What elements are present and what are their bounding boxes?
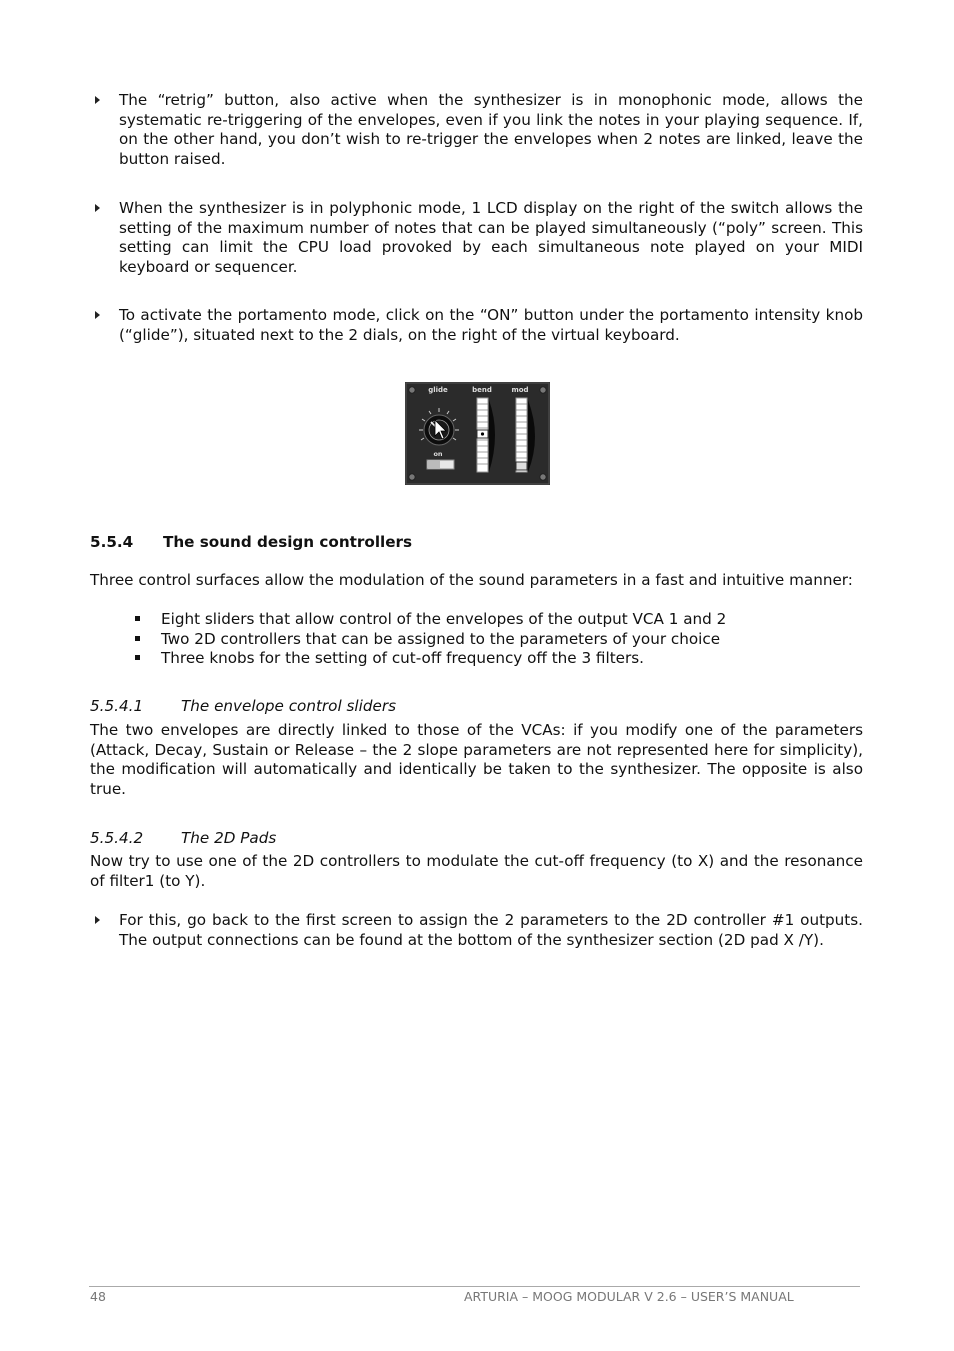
subsection-number: 5.5.4.2 [90,829,144,847]
subsection-number: 5.5.4.1 [90,697,144,715]
bullet-text: To activate the portamento mode, click on the “ON” button under the portamento intensity knob (“glide”), situated next to the 2 dials, on the right of the virtual keyboard. [119,306,863,344]
subsection-title: The envelope control sliders [181,697,396,715]
bullet-arrow-icon [95,204,100,212]
bend-label: bend [472,386,492,394]
bullet-arrow-icon [95,96,100,104]
glide-label: glide [428,386,448,394]
square-bullet-icon [135,655,140,660]
page-number: 48 [90,1289,106,1304]
section-number: 5.5.4 [90,533,134,551]
footer-title: ARTURIA – MOOG MODULAR V 2.6 – USER’S MANUAL [464,1289,794,1304]
bullet-text: For this, go back to the first screen to assign the 2 parameters to the 2D controller #1 outputs. The output connections can be found at the bottom of the synthesizer section (2D pad X /Y). [119,911,863,949]
bullet-portamento [90,306,863,345]
subsection-text: The two envelopes are directly linked to those of the VCAs: if you modify one of the parameters (Attack, Decay, Sustain or Release – the 2 slope parameters are not represented here for simplicity), the modification will automatically and identically be taken to the synthesizer. The opposite is also true. [90,721,863,798]
square-bullet-icon [135,616,140,621]
bullet-2d-controller [90,911,863,950]
on-label: on [433,450,443,458]
glide-bend-mod-panel-image [405,382,550,485]
bullet-retrig [90,91,863,169]
subsection-title: The 2D Pads [181,829,277,847]
square-bullet-icon [135,636,140,641]
subsection-text: Now try to use one of the 2D controllers to modulate the cut-off frequency (to X) and the resonance of filter1 (to Y). [90,852,863,890]
list-item [90,649,863,669]
panel-svg [405,382,550,485]
footer-divider [89,1286,860,1287]
bullet-arrow-icon [95,311,100,319]
list-item [90,630,863,650]
bullet-text: The “retrig” button, also active when the synthesizer is in monophonic mode, allows the systematic re-triggering of the envelopes, even if you link the notes in your playing sequence. If, on the other hand, you don’t wish to re-trigger the envelopes when 2 notes are linked, leave the button raised. [119,91,863,168]
list-item [90,610,863,630]
bullet-poly [90,199,863,277]
section-title: The sound design controllers [163,533,413,551]
list-item-text: Two 2D controllers that can be assigned to the parameters of your choice [161,630,721,648]
bullet-text: When the synthesizer is in polyphonic mode, 1 LCD display on the right of the switch allows the setting of the maximum number of notes that can be played simultaneously (“poly” screen. This setting can limit the CPU load provoked by each simultaneous note played on your MIDI keyboard or sequencer. [119,199,863,276]
mod-label: mod [511,386,529,394]
list-item-text: Three knobs for the setting of cut-off frequency off the 3 filters. [161,649,645,667]
subsection-heading-envelope [90,696,396,716]
subsection-heading-2d-pads [90,828,276,848]
section-intro: Three control surfaces allow the modulation of the sound parameters in a fast and intuitive manner: [90,571,853,589]
bullet-arrow-icon [95,916,100,924]
section-heading [90,532,412,552]
list-item-text: Eight sliders that allow control of the envelopes of the output VCA 1 and 2 [161,610,727,628]
